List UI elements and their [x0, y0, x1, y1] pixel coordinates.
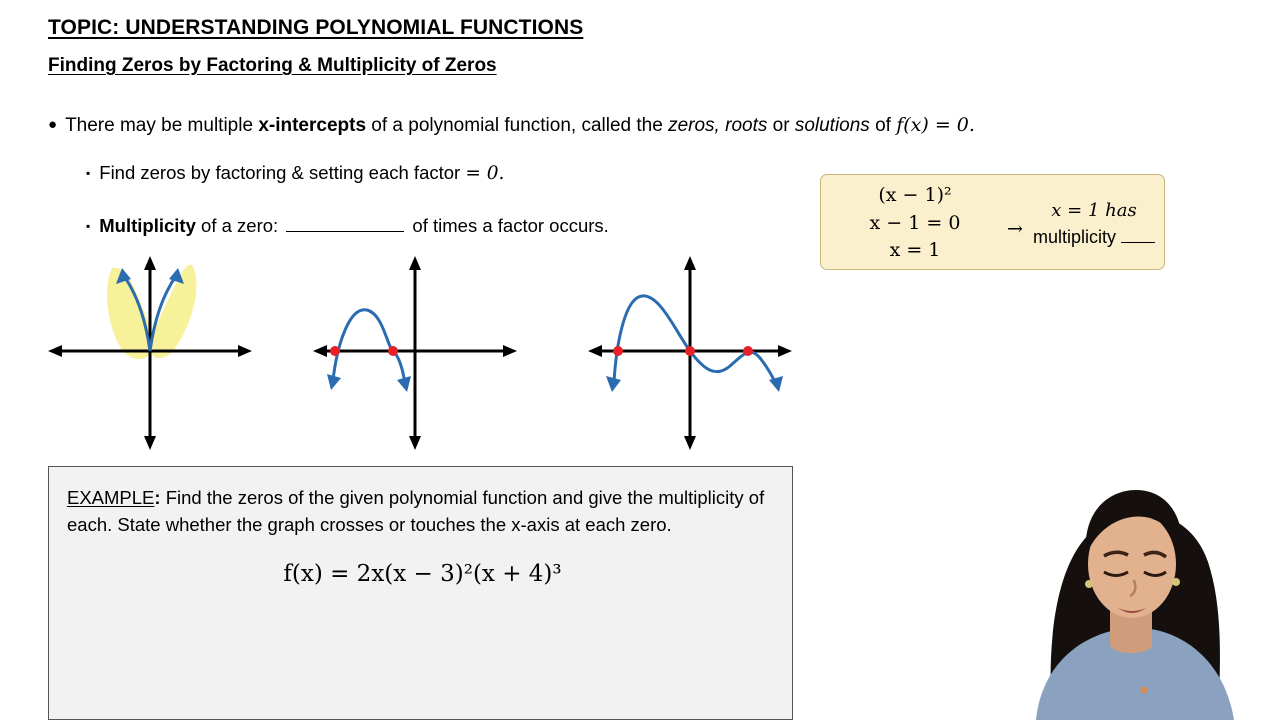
earring-right — [1172, 578, 1180, 586]
curve — [614, 296, 776, 384]
y-axis-arrow-down — [409, 436, 421, 450]
fill-in-blank-callout — [1121, 229, 1155, 243]
sub-bullet-2-text2: of times a factor occurs. — [407, 215, 609, 236]
example-body: Find the zeros of the given polynomial function and give the multiplicity of each. State whether the graph crosses or touches the x-axis at each zero. — [67, 487, 765, 535]
x-axis-arrow-left — [313, 345, 327, 357]
main-bullet-bold: x-intercepts — [258, 115, 367, 136]
sub-bullet-1 — [86, 162, 504, 184]
example-text — [67, 485, 772, 539]
curve-arrow-left — [606, 376, 621, 392]
graph-even-multiplicity-touch — [40, 250, 270, 465]
shirt-button — [1141, 687, 1148, 694]
bullet-dot-icon: ● — [48, 116, 58, 133]
example-equation: f(x) = 2x(x − 3)²(x + 4)³ — [283, 560, 562, 587]
example-label: EXAMPLE — [67, 487, 155, 508]
callout-line2: x − 1 = 0 — [869, 211, 961, 234]
sub-bullet-2 — [86, 215, 609, 237]
main-bullet-part3: or — [767, 115, 795, 136]
y-axis-arrow-up — [409, 256, 421, 270]
sub-bullet-1-text: Find zeros by factoring & setting each factor — [99, 162, 466, 183]
zero-dot — [388, 346, 398, 356]
graph-1-svg — [40, 250, 270, 460]
main-bullet-part2: of a polynomial function, called the — [366, 115, 669, 136]
curve-arrow-right — [397, 376, 411, 392]
main-bullet-math: f(x) = 0. — [896, 114, 975, 136]
x-axis-arrow-right — [238, 345, 252, 357]
curve-arrow-left — [327, 374, 341, 390]
fill-in-blank-multiplicity — [286, 216, 404, 232]
sub-bullet-2-text1: of a zero: — [195, 215, 284, 236]
graph-two-zeros — [305, 250, 535, 465]
y-axis-arrow-up — [144, 256, 156, 270]
presenter-video-svg — [992, 432, 1280, 720]
page-title: TOPIC: UNDERSTANDING POLYNOMIAL FUNCTIONS — [48, 16, 584, 39]
main-bullet — [48, 112, 1208, 140]
main-bullet-part4: of — [869, 115, 897, 136]
main-bullet-part1: There may be multiple — [65, 115, 259, 136]
main-bullet-italic2: solutions — [794, 115, 870, 136]
sub-bullet-1-math: = 0. — [465, 163, 505, 184]
y-axis-arrow-down — [684, 436, 696, 450]
callout-box-multiplicity-example — [820, 174, 1165, 270]
presenter-video — [992, 432, 1280, 720]
graph-3-svg — [580, 250, 810, 460]
x-axis-arrow-left — [48, 345, 62, 357]
zero-dot — [743, 346, 753, 356]
arrow-right-icon: → — [1007, 218, 1023, 240]
callout-right-label: multiplicity — [1032, 227, 1116, 247]
square-bullet-icon: ▪ — [86, 166, 91, 180]
graph-2-svg — [305, 250, 535, 460]
earring-left — [1085, 580, 1093, 588]
zero-dot — [330, 346, 340, 356]
highlight-left — [107, 268, 153, 359]
callout-line3: x = 1 — [889, 239, 941, 262]
zero-dot — [685, 346, 695, 356]
zero-dot — [613, 346, 623, 356]
x-axis-arrow-right — [503, 345, 517, 357]
example-box — [48, 466, 793, 720]
y-axis-arrow-down — [144, 436, 156, 450]
sub-bullet-2-bold: Multiplicity — [99, 215, 196, 236]
curve-arrow-right — [769, 376, 783, 392]
square-bullet-icon: ▪ — [86, 219, 91, 233]
graph-three-zeros — [580, 250, 810, 465]
callout-left-column — [835, 182, 995, 265]
x-axis-arrow-right — [778, 345, 792, 357]
callout-right-line2 — [1029, 224, 1159, 251]
callout-right-line1: x = 1 has — [1051, 200, 1137, 221]
example-colon: : — [154, 487, 161, 508]
callout-line1: (x − 1)² — [878, 184, 952, 206]
callout-right-column — [1029, 197, 1159, 251]
x-axis-arrow-left — [588, 345, 602, 357]
page-subtitle: Finding Zeros by Factoring & Multiplicity of Zeros — [48, 55, 497, 76]
main-bullet-italic: zeros, roots — [668, 115, 768, 136]
y-axis-arrow-up — [684, 256, 696, 270]
